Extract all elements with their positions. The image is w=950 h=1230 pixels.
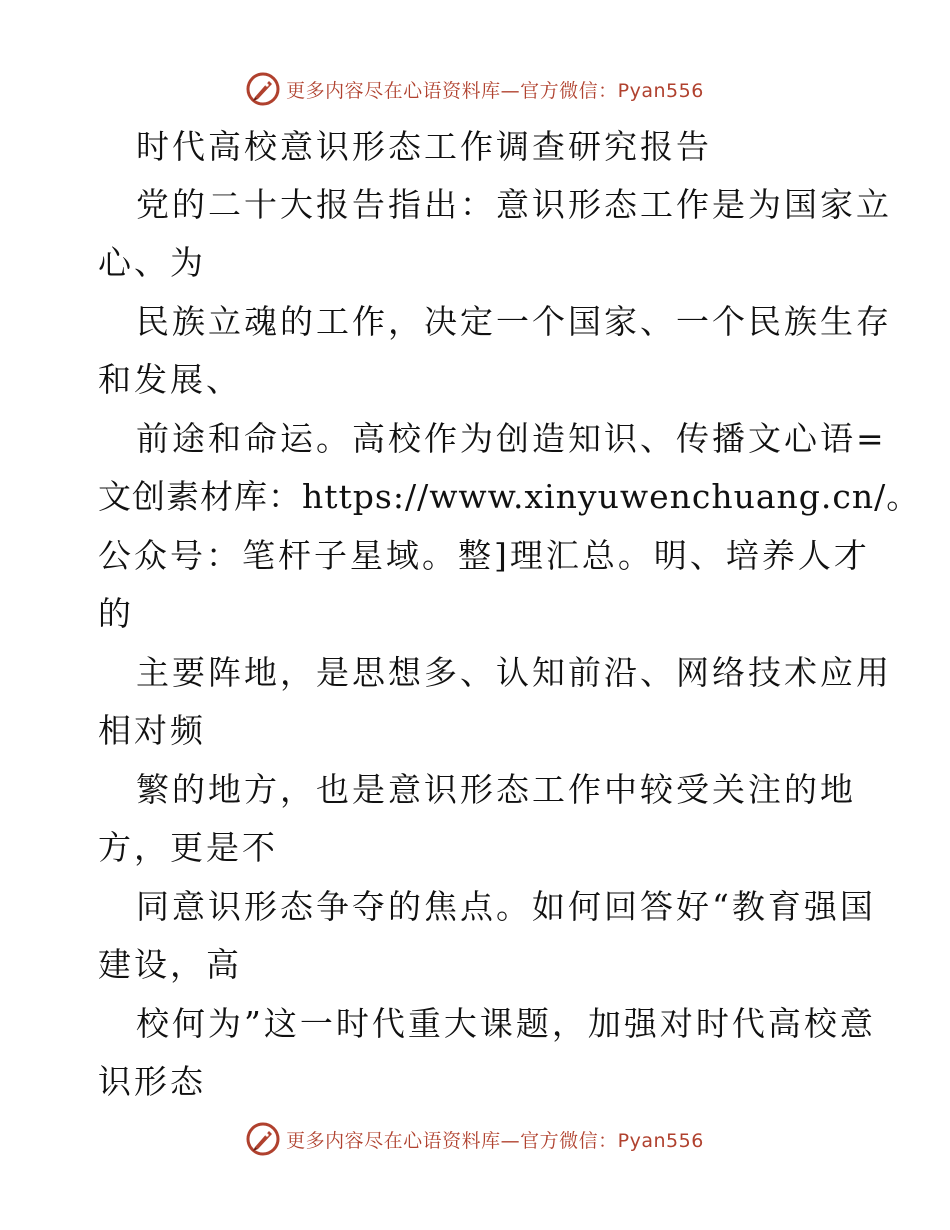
pen-logo-icon xyxy=(246,72,280,106)
footer-banner xyxy=(0,1122,950,1156)
paragraph-line: 繁的地方，也是意识形态工作中较受关注的地 xyxy=(136,770,856,809)
paragraph-line: 心、为 xyxy=(98,243,206,282)
paragraph-line: 识形态 xyxy=(98,1062,206,1101)
banner-text: 更多内容尽在心语资料库—官方微信：Pyan556 xyxy=(286,79,704,102)
paragraph-line: 民族立魂的工作，决定一个国家、一个民族生存 xyxy=(136,302,892,341)
paragraph-line: 校何为”这一时代重大课题，加强对时代高校意 xyxy=(136,1004,876,1043)
paragraph-line: 和发展、 xyxy=(98,360,242,399)
paragraph-line: 主要阵地，是思想多、认知前沿、网络技术应用 xyxy=(136,653,892,692)
paragraph-line: 前途和命运。高校作为创造知识、传播文心语= xyxy=(136,419,887,458)
paragraph-line: 建设，高 xyxy=(98,945,242,984)
paragraph-line: 相对频 xyxy=(98,711,206,750)
pen-logo-icon xyxy=(246,1122,280,1156)
header-banner xyxy=(0,72,950,106)
paragraph-line: 同意识形态争夺的焦点。如何回答好“教育强国 xyxy=(136,887,876,926)
document-title: 时代高校意识形态工作调查研究报告 xyxy=(136,127,712,166)
paragraph-line: 党的二十大报告指出：意识形态工作是为国家立 xyxy=(136,185,892,224)
paragraph-line: 公众号：笔杆子星域。整]理汇总。明、培养人才 xyxy=(98,536,870,575)
paragraph-line: 文创素材库：https://www.xinyuwenchuang.cn/。 xyxy=(98,477,921,516)
paragraph-line: 方，更是不 xyxy=(98,828,278,867)
paragraph-line: 的 xyxy=(98,594,134,633)
banner-text: 更多内容尽在心语资料库—官方微信：Pyan556 xyxy=(286,1129,704,1152)
